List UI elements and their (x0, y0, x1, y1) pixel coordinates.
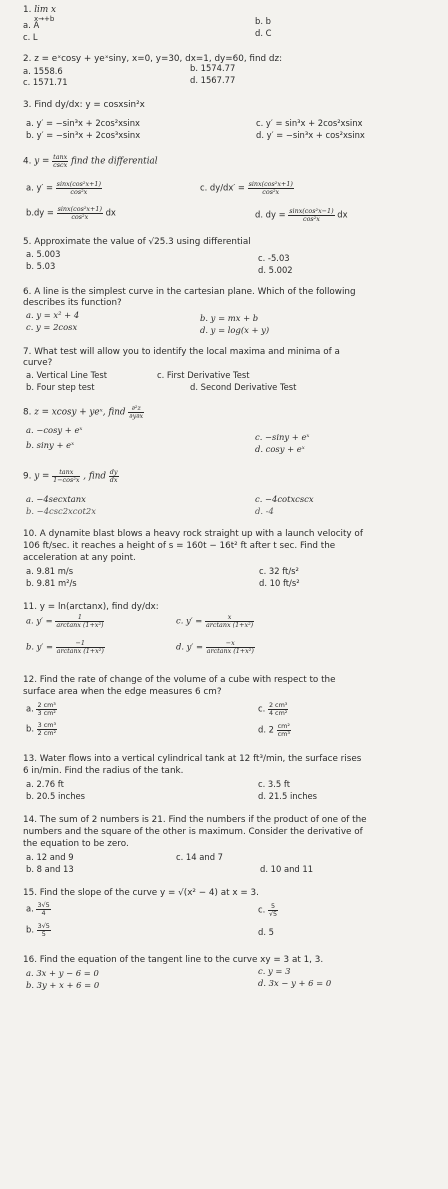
q12-b-label: b. (26, 723, 34, 734)
q2-text: z = eˣcosy + yeˣsiny, x=0, y=30, dx=1, dy=60, find dz: (34, 54, 283, 64)
q1-option-c[interactable]: c. L (23, 32, 38, 42)
q5-option-d[interactable]: d. 5.002 (258, 265, 293, 275)
q11-number: 11. (23, 602, 37, 612)
q8-option-d[interactable]: d. cosy + eˣ (255, 444, 305, 454)
q15-option-a[interactable] (26, 902, 51, 916)
q15-a-fraction (36, 902, 50, 916)
q5-option-b[interactable]: b. 5.03 (26, 261, 56, 271)
q6-option-b[interactable]: b. y = mx + b (200, 313, 259, 323)
q4-b-lhs: b.dy = (26, 207, 54, 218)
q11-c-num: x (205, 614, 254, 622)
q3-number: 3. (23, 100, 32, 110)
q6-text: A line is the simplest curve in the cartesian plane. Which of the following (34, 287, 356, 297)
q11-b-den: arctanx (1+x²) (56, 646, 104, 655)
q9-option-a[interactable]: a. −4secxtanx (26, 494, 86, 504)
q8-option-b[interactable]: b. siny + eˣ (26, 440, 75, 450)
q16-option-a[interactable]: a. 3x + y − 6 = 0 (26, 968, 99, 978)
q12-number: 12. (23, 675, 37, 685)
q8-text: z = xcosy + yeˣ, find (34, 407, 126, 418)
q7-option-d[interactable]: d. Second Derivative Test (190, 382, 297, 392)
q12-option-a[interactable] (26, 702, 57, 716)
q12-d-num: cm² (277, 722, 290, 730)
q7-number: 7. (23, 347, 32, 357)
q12-stem (23, 675, 336, 686)
q1-option-a[interactable]: a. A (23, 20, 40, 30)
q14-number: 14. (23, 815, 37, 825)
q5-number: 5. (23, 237, 32, 247)
q4-lhs: y = (34, 156, 50, 167)
q4-c-num: sinx(cos²x+1) (248, 180, 293, 188)
q3-option-a[interactable]: a. y′ = −sin³x + 2cos²xsinx (26, 118, 141, 128)
q12-option-b[interactable] (26, 722, 57, 736)
q6-option-a[interactable]: a. y = x² + 4 (26, 310, 80, 320)
q4-a-num: sinx(cos²x+1) (56, 180, 101, 188)
q1-number: 1. (23, 5, 32, 15)
q9-derivative (109, 469, 119, 483)
q13-stem-2: 6 in/min. Find the radius of the tank. (23, 766, 184, 776)
q4-c-den: cos²x (262, 187, 280, 196)
q9-number: 9. (23, 471, 32, 482)
q12-b-fraction (37, 722, 57, 736)
q7-stem (23, 347, 340, 358)
q8-stem (23, 405, 144, 419)
q12-b-den: 2 cm² (37, 728, 57, 737)
q12-option-d[interactable] (258, 723, 291, 737)
q11-a-lhs: a. y′ = (26, 615, 53, 626)
q12-d-label: d. 2 (258, 724, 274, 735)
q11-text: y = ln(arctanx), find dy/dx: (39, 602, 159, 612)
q4-option-a[interactable] (26, 181, 102, 195)
q11-stem (23, 602, 159, 613)
q2-option-c[interactable]: c. 1571.71 (23, 77, 68, 87)
q9-option-d[interactable]: d. -4 (255, 506, 274, 516)
q15-b-label: b. (26, 924, 34, 935)
q12-a-num: 2 cm³ (37, 701, 56, 709)
q14-option-b[interactable]: b. 8 and 13 (26, 864, 74, 874)
q11-option-d[interactable] (176, 640, 255, 654)
q4-d-den: cos²x (302, 214, 320, 223)
q13-option-c[interactable]: c. 3.5 ft (258, 779, 290, 789)
q12-option-c[interactable] (258, 702, 288, 716)
q12-d-den: cm³ (277, 729, 290, 738)
q16-option-d[interactable]: d. 3x − y + 6 = 0 (258, 978, 332, 988)
q4-b-den: cos²x (71, 212, 89, 221)
q11-d-den: arctanx (1+x²) (206, 646, 254, 655)
q14-option-a[interactable]: a. 12 and 9 (26, 852, 74, 862)
q14-stem-3: the equation to be zero. (23, 839, 129, 849)
q15-c-num: 5 (268, 903, 278, 911)
q15-b-fraction (37, 923, 51, 937)
q3-stem (23, 100, 145, 111)
q14-option-c[interactable]: c. 14 and 7 (176, 852, 223, 862)
q15-b-num: 3√5 (37, 922, 50, 930)
q14-stem-2: numbers and the square of the other is maximum. Consider the derivative of (23, 827, 363, 837)
q4-option-c[interactable] (200, 181, 294, 195)
q4-d-dx: dx (337, 209, 348, 220)
q14-stem (23, 815, 367, 826)
q1-limit: lim x (34, 5, 56, 15)
q8-option-c[interactable]: c. −siny + eˣ (255, 432, 310, 442)
q14-text: The sum of 2 numbers is 21. Find the numbers if the product of one of the (39, 815, 367, 825)
q10-stem (23, 529, 363, 540)
q11-d-num: −x (206, 640, 255, 648)
q5-option-a[interactable]: a. 5.003 (26, 249, 61, 259)
q15-option-c[interactable] (258, 903, 278, 917)
q12-c-label: c. (258, 703, 266, 714)
q4-denominator: cscx (53, 160, 68, 169)
q10-option-a[interactable]: a. 9.81 m/s (26, 566, 74, 576)
q8-number: 8. (23, 407, 32, 418)
q15-a-label: a. (26, 903, 34, 914)
q5-stem (23, 237, 251, 248)
q10-option-d[interactable]: d. 10 ft/s² (259, 578, 300, 588)
q16-option-c[interactable]: c. y = 3 (258, 966, 291, 976)
q9-find: , find (83, 471, 106, 482)
q3-option-d[interactable]: d. y′ = −sin³x + cos²xsinx (256, 130, 365, 140)
q4-fraction (52, 154, 68, 168)
q12-a-label: a. (26, 703, 34, 714)
q11-c-fraction (205, 614, 254, 628)
q7-text: What test will allow you to identify the local maxima and minima of a (34, 347, 340, 357)
q11-option-c[interactable] (176, 614, 254, 628)
q15-a-num: 3√5 (37, 901, 50, 909)
q9-dx: dx (109, 475, 118, 484)
q9-fraction (52, 469, 80, 483)
q12-c-fraction (268, 702, 288, 716)
q11-c-lhs: c. y′ = (176, 615, 203, 626)
q4-numerator: tanx (53, 153, 68, 161)
q4-stem (23, 154, 158, 168)
q10-text: A dynamite blast blows a heavy rock straight up with a launch velocity of (39, 529, 363, 539)
q7-option-b[interactable]: b. Four step test (26, 382, 95, 392)
q10-number: 10. (23, 529, 37, 539)
q4-instruction: find the differential (71, 156, 158, 167)
q12-c-den: 4 cm² (268, 708, 288, 717)
q11-option-b[interactable] (26, 640, 105, 654)
q10-stem-2: 106 ft/sec. it reaches a height of s = 160t − 16t² ft after t sec. Find the (23, 541, 336, 551)
q13-option-d[interactable]: d. 21.5 inches (258, 791, 318, 801)
q4-option-d[interactable] (255, 208, 348, 222)
q13-text: Water flows into a vertical cylindrical tank at 12 ft³/min, the surface rises (39, 754, 362, 764)
q16-stem (23, 955, 323, 966)
q6-option-d[interactable]: d. y = log(x + y) (200, 325, 270, 335)
q15-option-d[interactable]: d. 5 (258, 927, 274, 937)
q13-option-b[interactable]: b. 20.5 inches (26, 791, 86, 801)
q15-option-b[interactable] (26, 923, 51, 937)
q2-option-a[interactable]: a. 1558.6 (23, 66, 63, 76)
q5-text: Approximate the value of √25.3 using differential (34, 237, 251, 247)
q7-stem-2: curve? (23, 358, 53, 368)
q12-c-num: 2 cm³ (268, 701, 288, 709)
q15-b-den: 5 (41, 929, 46, 938)
q4-c-lhs: c. dy/dx′ = (200, 182, 245, 193)
q12-a-fraction (36, 702, 56, 716)
q7-option-a[interactable]: a. Vertical Line Test (26, 370, 108, 380)
q15-c-fraction (268, 903, 278, 917)
q16-option-b[interactable]: b. 3y + x + 6 = 0 (26, 980, 100, 990)
q15-c-label: c. (258, 904, 266, 915)
q4-option-b[interactable] (26, 206, 116, 220)
q4-b-fraction (57, 206, 103, 220)
q1-option-d[interactable]: d. C (255, 28, 272, 38)
q8-option-a[interactable]: a. −cosy + eˣ (26, 425, 83, 435)
q7-option-c[interactable]: c. First Derivative Test (157, 370, 250, 380)
q10-option-c[interactable]: c. 32 ft/s² (259, 566, 299, 576)
q12-text: Find the rate of change of the volume of a cube with respect to the (39, 675, 336, 685)
q1-limit-sub: x→+b (34, 15, 55, 23)
q10-stem-3: acceleration at any point. (23, 553, 136, 563)
q1-option-b[interactable]: b. b (255, 16, 271, 26)
q6-stem (23, 287, 356, 298)
q16-text: Find the equation of the tangent line to the curve xy = 3 at 1, 3. (39, 955, 324, 965)
q13-option-a[interactable]: a. 2.76 ft (26, 779, 64, 789)
q2-option-d[interactable]: d. 1567.77 (190, 75, 236, 85)
q4-d-lhs: d. dy = (255, 209, 286, 220)
q9-stem (23, 469, 119, 483)
q14-option-d[interactable]: d. 10 and 11 (260, 864, 314, 874)
q11-option-a[interactable] (26, 614, 104, 628)
q8-den: ∂y∂x (129, 411, 144, 420)
q10-option-b[interactable]: b. 9.81 m²/s (26, 578, 77, 588)
q11-a-den: arctanx (1+x²) (56, 620, 104, 629)
q5-option-c[interactable]: c. -5.03 (258, 253, 290, 263)
q11-d-lhs: d. y′ = (176, 641, 203, 652)
q12-a-den: 3 cm² (37, 708, 56, 717)
q6-option-c[interactable]: c. y = 2cosx (26, 322, 78, 332)
q9-option-c[interactable]: c. −4cotxcscx (255, 494, 314, 504)
q9-option-b[interactable]: b. −4csc2xcot2x (26, 506, 96, 516)
q4-c-fraction (248, 181, 294, 195)
q4-a-den: cos²x (70, 187, 88, 196)
q4-a-lhs: a. y′ = (26, 182, 53, 193)
q11-b-lhs: b. y′ = (26, 641, 53, 652)
q15-number: 15. (23, 888, 37, 898)
q4-b-num: sinx(cos²x+1) (57, 205, 102, 213)
q15-c-den: √5 (268, 909, 278, 918)
q3-option-c[interactable]: c. y′ = sin³x + 2cos²xsinx (256, 118, 363, 128)
q8-fraction (128, 405, 144, 419)
q6-number: 6. (23, 287, 32, 297)
q4-number: 4. (23, 156, 32, 167)
q11-a-fraction (55, 614, 104, 628)
q15-stem (23, 888, 259, 899)
q2-number: 2. (23, 54, 32, 64)
q4-b-dx: dx (105, 207, 116, 218)
q11-a-num: 1 (55, 614, 104, 622)
q11-b-num: −1 (56, 640, 105, 648)
q4-d-fraction (288, 208, 334, 222)
q12-stem-2: surface area when the edge measures 6 cm? (23, 687, 222, 697)
q13-stem (23, 754, 361, 765)
q15-a-den: 4 (41, 908, 46, 917)
q4-a-fraction (56, 181, 102, 195)
q12-b-num: 3 cm³ (37, 721, 57, 729)
q13-number: 13. (23, 754, 37, 764)
q9-num: tanx (52, 469, 80, 477)
q2-stem (23, 54, 282, 65)
q11-d-fraction (206, 640, 255, 654)
q4-d-num: sinx(cos²x−1) (289, 207, 334, 215)
q8-num: ∂²z (128, 405, 144, 413)
q9-lhs: y = (34, 471, 50, 482)
q11-b-fraction (56, 640, 105, 654)
q16-number: 16. (23, 955, 37, 965)
q11-c-den: arctanx (1+x²) (206, 620, 254, 629)
q3-option-b[interactable]: b. y′ = −sin³x + 2cos³xsinx (26, 130, 141, 140)
q12-d-fraction (277, 723, 291, 737)
q2-option-b[interactable]: b. 1574.77 (190, 63, 236, 73)
q9-dy: dy (109, 468, 118, 476)
q6-stem-2: describes its function? (23, 298, 122, 308)
q9-den: 1−cos²x (53, 475, 80, 484)
q3-text: Find dy/dx: y = cosxsin²x (34, 100, 145, 110)
q15-text: Find the slope of the curve y = √(x² − 4) at x = 3. (39, 888, 259, 898)
